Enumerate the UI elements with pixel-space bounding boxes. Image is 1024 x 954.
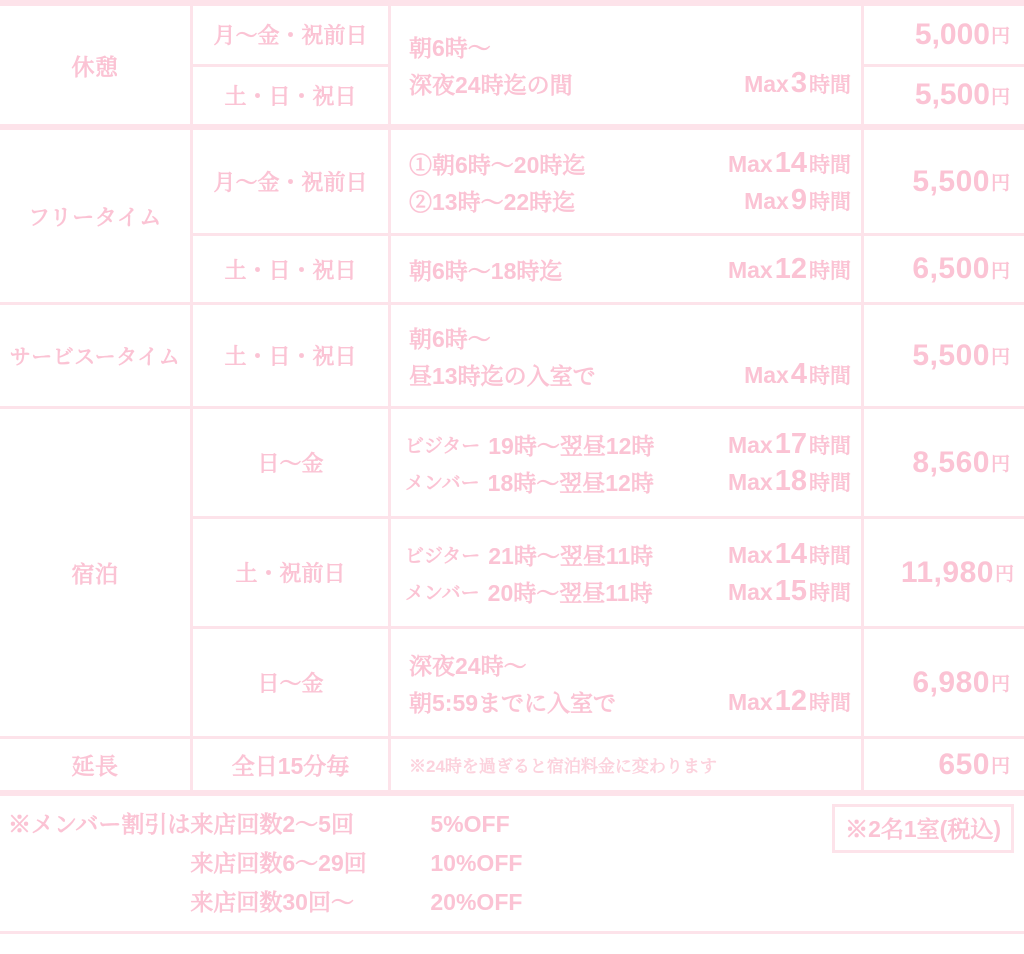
price-cell-freetime-weekend xyxy=(861,236,1024,302)
list-item xyxy=(190,806,522,839)
detail-line xyxy=(405,428,851,461)
member-discount-list xyxy=(190,806,522,917)
discount-value: 20%OFF xyxy=(430,889,523,915)
price-unit: 円 xyxy=(990,454,1010,475)
extension-note: ※24時を過ぎると宿泊料金に変わります xyxy=(409,757,717,776)
row-servicetime xyxy=(0,305,1024,409)
extension-right xyxy=(190,739,1024,790)
hour-unit: 時間 xyxy=(809,544,851,568)
guest-tag: メンバー xyxy=(405,472,480,494)
freetime-right xyxy=(190,130,1024,302)
price-unit: 円 xyxy=(990,260,1010,282)
detail-line xyxy=(405,465,851,498)
row-rest xyxy=(0,3,1024,127)
days-label: 土・日・祝日 xyxy=(190,236,388,302)
detail-text: 昼13時迄の入室で xyxy=(409,362,596,389)
rest-right xyxy=(190,6,861,124)
detail-line xyxy=(409,358,851,391)
max-value: 12 xyxy=(774,252,807,285)
detail-text: ②13時〜22時迄 xyxy=(409,188,576,215)
stay-subrow-3 xyxy=(190,626,1024,736)
max-label: Max xyxy=(727,431,773,458)
detail-text: 18時〜翌昼12時 xyxy=(487,469,654,496)
category-label-extension: 延長 xyxy=(71,753,119,779)
list-item xyxy=(190,845,522,878)
hour-unit: 時間 xyxy=(809,190,851,214)
max-hours xyxy=(718,538,851,571)
max-label: Max xyxy=(744,187,789,214)
discount-value: 5%OFF xyxy=(430,811,510,837)
detail-text: 朝6時〜18時迄 xyxy=(409,257,563,284)
price-cell xyxy=(864,64,1024,125)
price-unit: 円 xyxy=(990,26,1010,48)
max-label: Max xyxy=(727,468,773,495)
max-value: 4 xyxy=(790,357,807,390)
visit-count: 来店回数2〜5回 xyxy=(190,811,354,837)
max-label: Max xyxy=(727,256,773,283)
hour-unit: 時間 xyxy=(809,259,851,283)
detail-line xyxy=(409,321,851,354)
detail-cell-stay-1 xyxy=(388,409,861,516)
detail-lines xyxy=(405,538,851,608)
max-label: Max xyxy=(744,361,789,388)
detail-lines xyxy=(409,648,851,718)
hour-unit: 時間 xyxy=(809,74,851,97)
max-value: 9 xyxy=(790,183,807,216)
footer-notes xyxy=(0,793,1024,934)
price-value: 6,980 xyxy=(912,665,990,699)
days-label: 土・祝前日 xyxy=(190,519,388,626)
hour-unit: 時間 xyxy=(809,364,851,388)
price-value: 5,500 xyxy=(914,78,990,112)
row-stay xyxy=(0,409,1024,739)
detail-line xyxy=(405,575,851,608)
max-value: 12 xyxy=(774,684,807,717)
servicetime-subrow xyxy=(190,305,1024,406)
detail-lines xyxy=(409,321,851,391)
price-cell-stay-1 xyxy=(861,409,1024,516)
detail-cell-freetime-weekday xyxy=(388,130,861,233)
visit-count: 来店回数6〜29回 xyxy=(190,850,367,876)
row-extension xyxy=(0,739,1024,793)
detail-cell-servicetime xyxy=(388,305,861,406)
guest-tag: メンバー xyxy=(405,582,480,604)
stay-right xyxy=(190,409,1024,736)
category-label-rest: 休憩 xyxy=(71,53,119,80)
category-label-freetime: フリータイム xyxy=(28,204,162,230)
detail-lines xyxy=(409,30,851,100)
max-value: 14 xyxy=(774,146,807,179)
detail-line xyxy=(409,253,851,286)
days-label: 土・日・祝日 xyxy=(193,64,388,125)
stay-subrow-1 xyxy=(190,409,1024,516)
price-unit: 円 xyxy=(990,756,1010,777)
detail-lines xyxy=(405,428,851,498)
row-freetime xyxy=(0,127,1024,305)
detail-text: 深夜24時〜 xyxy=(409,652,527,679)
price-unit: 円 xyxy=(990,86,1010,108)
hour-unit: 時間 xyxy=(809,434,851,458)
days-label: 日〜金 xyxy=(190,629,388,736)
category-label-servicetime: サービスータイム xyxy=(9,345,181,369)
days-label: 土・日・祝日 xyxy=(190,305,388,406)
extension-subrow xyxy=(190,739,1024,790)
hour-unit: 時間 xyxy=(809,691,851,715)
price-cell-stay-2 xyxy=(861,519,1024,626)
max-hours xyxy=(728,358,851,391)
price-value: 650 xyxy=(938,747,990,781)
price-cell-extension xyxy=(861,739,1024,790)
max-label: Max xyxy=(744,71,789,97)
detail-text: 20時〜翌昼11時 xyxy=(487,579,653,606)
detail-lines xyxy=(409,147,851,217)
days-label: 月〜金・祝前日 xyxy=(190,130,388,233)
detail-lines xyxy=(409,253,851,286)
price-value: 5,500 xyxy=(912,338,990,372)
max-label: Max xyxy=(727,688,773,715)
discount-value: 10%OFF xyxy=(430,850,523,876)
price-value: 11,980 xyxy=(900,555,994,589)
detail-cell-stay-3 xyxy=(388,629,861,736)
max-hours xyxy=(718,465,851,498)
detail-text: 深夜24時迄の間 xyxy=(409,72,573,98)
detail-cell-freetime-weekend xyxy=(388,236,861,302)
price-stack-rest xyxy=(861,6,1024,124)
category-label-stay: 宿泊 xyxy=(71,561,119,587)
max-hours xyxy=(712,253,851,286)
freetime-subrow-weekend xyxy=(190,233,1024,302)
price-value: 5,000 xyxy=(914,17,990,51)
detail-text: 朝5:59までに入室で xyxy=(409,689,617,716)
extension-note-cell xyxy=(388,739,861,790)
member-discount-lead: ※メンバー割引は xyxy=(8,811,191,837)
days-label: 月〜金・祝前日 xyxy=(213,23,368,49)
price-unit: 円 xyxy=(990,173,1010,194)
detail-cell-stay-2 xyxy=(388,519,861,626)
guest-tag: ビジター xyxy=(405,545,481,567)
hour-unit: 時間 xyxy=(809,581,851,605)
max-value: 18 xyxy=(774,464,807,497)
max-hours xyxy=(718,575,851,608)
detail-line xyxy=(409,67,851,100)
price-unit: 円 xyxy=(994,564,1014,585)
max-label: Max xyxy=(727,578,773,605)
detail-line xyxy=(409,184,851,217)
max-hours xyxy=(712,685,851,718)
detail-text: 21時〜翌昼11時 xyxy=(488,542,654,569)
detail-cell-rest xyxy=(388,6,861,124)
visit-count: 来店回数30回〜 xyxy=(190,889,354,915)
days-stack-rest xyxy=(190,6,388,124)
list-item xyxy=(190,884,522,917)
max-hours xyxy=(718,428,851,461)
price-value: 8,560 xyxy=(912,445,990,479)
detail-text: ①朝6時〜20時迄 xyxy=(409,151,586,178)
price-cell xyxy=(864,6,1024,64)
price-cell-stay-3 xyxy=(861,629,1024,736)
detail-line xyxy=(409,147,851,180)
price-unit: 円 xyxy=(990,347,1010,368)
detail-line xyxy=(409,30,851,63)
max-hours xyxy=(728,67,851,100)
price-value: 6,500 xyxy=(912,252,990,285)
max-label: Max xyxy=(727,150,773,177)
days-label: 日〜金 xyxy=(190,409,388,516)
tax-note: ※2名1室(税込) xyxy=(832,804,1014,853)
max-hours xyxy=(728,184,851,217)
days-label-extension: 全日15分毎 xyxy=(190,739,388,790)
rest-subrow-weekday xyxy=(190,6,861,124)
detail-line xyxy=(409,685,851,718)
detail-line xyxy=(409,648,851,681)
max-value: 3 xyxy=(790,67,807,99)
servicetime-right xyxy=(190,305,1024,406)
max-value: 14 xyxy=(774,537,807,570)
detail-text: 19時〜翌昼12時 xyxy=(488,432,655,459)
hour-unit: 時間 xyxy=(809,471,851,495)
hour-unit: 時間 xyxy=(809,153,851,177)
price-cell-servicetime xyxy=(861,305,1024,406)
guest-tag: ビジター xyxy=(405,435,481,457)
max-hours xyxy=(712,147,851,180)
detail-text: 朝6時〜 xyxy=(409,325,491,352)
max-label: Max xyxy=(727,541,773,568)
max-value: 15 xyxy=(774,574,807,607)
freetime-subrow-weekday xyxy=(190,130,1024,233)
detail-text: 朝6時〜 xyxy=(409,35,491,61)
max-value: 17 xyxy=(774,427,807,460)
price-cell-freetime-weekday xyxy=(861,130,1024,233)
stay-subrow-2 xyxy=(190,516,1024,626)
price-unit: 円 xyxy=(990,674,1010,695)
detail-line xyxy=(405,538,851,571)
price-value: 5,500 xyxy=(912,164,990,198)
